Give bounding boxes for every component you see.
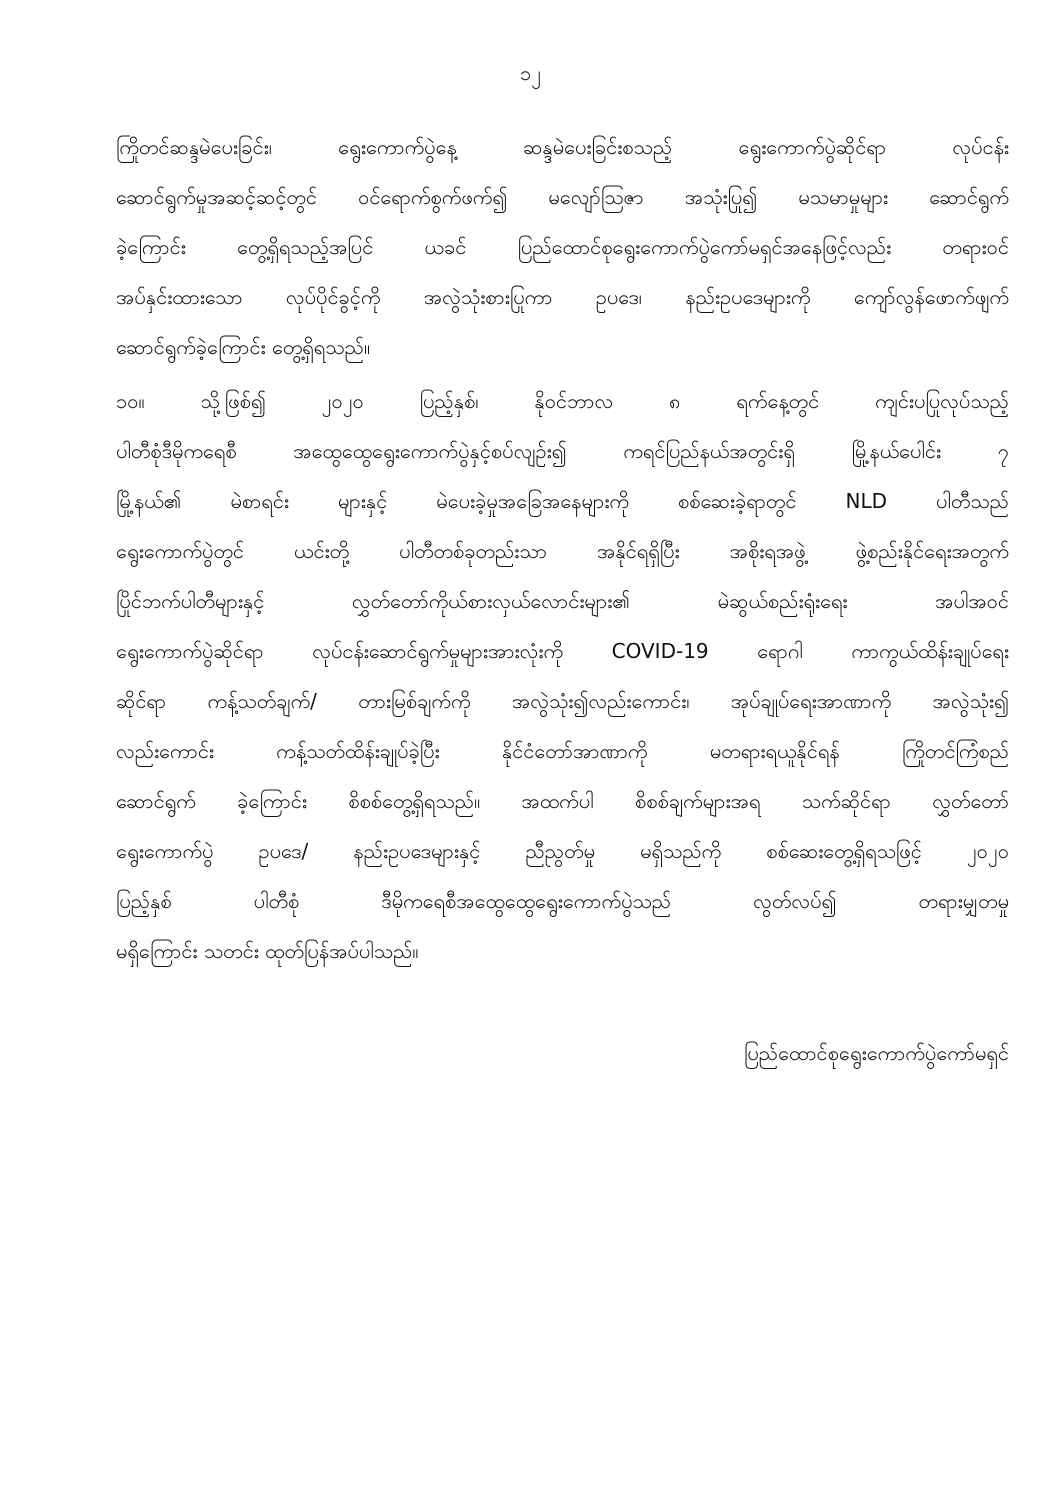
text-line: ရွေးကောက်ပွဲ ဥပဒေ/ နည်းဥပဒေများနှင့် ညီညွတ်မှု မရှိသည်ကို စစ်ဆေးတွေ့ရှိရသဖြင့် ၂၀၂၀ [116,839,1009,863]
text-line: ၁၀။ သို့ဖြစ်၍ ၂၀၂၀ ပြည့်နှစ်၊ နိုဝင်ဘာလ ၈ ရက်နေ့တွင် ကျင်းပပြုလုပ်သည့် [116,389,1009,413]
text-line: မြို့နယ်၏ မဲစာရင်း များနှင့် မဲပေးခဲ့မှုအခြေအနေများကို စစ်ဆေးခဲ့ရာတွင် NLD ပါတီသည် [116,489,1009,513]
text-line: ဆောင်ရွက် ခဲ့ကြောင်း စိစစ်တွေ့ရှိရသည်။ အထက်ပါ စိစစ်ချက်များအရ သက်ဆိုင်ရာ လွှတ်တော် [116,789,1009,813]
text-line: ရွေးကောက်ပွဲတွင် ယင်းတို့ ပါတီတစ်ခုတည်းသာ အနိုင်ရရှိပြီး အစိုးရအဖွဲ့ ဖွဲ့စည်းနိုင်ရေးအတွက် [116,539,1009,563]
text-line: ဆိုင်ရာ ကန့်သတ်ချက်/ တားမြစ်ချက်ကို အလွဲသုံး၍လည်းကောင်း၊ အုပ်ချုပ်ရေးအာဏာကို အလွဲသုံး၍ [116,689,1009,713]
signature-issuer: ပြည်ထောင်စုရွေးကောက်ပွဲကော်မရှင် [744,1041,1009,1065]
paragraph-10 [116,376,1009,976]
page-number: ၁၂ [519,61,542,85]
text-line: ကြိုတင်ဆန္ဒမဲပေးခြင်း၊ ရွေးကောက်ပွဲနေ့ ဆန္ဒမဲပေးခြင်းစသည့် ရွေးကောက်ပွဲဆိုင်ရာ လုပ်ငန်း [116,135,1009,159]
text-line: ဆောင်ရွက်မှုအဆင့်ဆင့်တွင် ဝင်ရောက်စွက်ဖက်၍ မလျော်သြဇာ အသုံးပြု၍ မသမာမှုများ ဆောင်ရွက် [116,185,1009,209]
text-line: ပြည့်နှစ် ပါတီစုံ ဒီမိုကရေစီအထွေထွေရွေးကောက်ပွဲသည် လွတ်လပ်၍ တရားမျှတမှု [116,889,1009,913]
text-line: ရွေးကောက်ပွဲဆိုင်ရာ လုပ်ငန်းဆောင်ရွက်မှုများအားလုံးကို COVID-19 ရောဂါ ကာကွယ်ထိန်းချုပ်ရေး [116,639,1009,663]
text-line: အပ်နှင်းထားသော လုပ်ပိုင်ခွင့်ကို အလွဲသုံးစားပြုကာ ဥပဒေ၊ နည်းဥပဒေများကို ကျော်လွန်ဖောက်ဖျက် [116,285,1009,309]
text-line: လည်းကောင်း ကန့်သတ်ထိန်းချုပ်ခဲ့ပြီး နိုင်ငံတော်အာဏာကို မတရားရယူနိုင်ရန် ကြိုတင်ကြံစည် [116,739,1009,763]
text-line: ပြိုင်ဘက်ပါတီများနှင့် လွှတ်တော်ကိုယ်စားလှယ်လောင်းများ၏ မဲဆွယ်စည်းရုံးရေး အပါအဝင် [116,589,1009,613]
text-line: မရှိကြောင်း သတင်း ထုတ်ပြန်အပ်ပါသည်။ [116,939,419,963]
text-line: ဆောင်ရွက်ခဲ့ကြောင်း တွေ့ရှိရသည်။ [116,335,370,359]
paragraph-continuation [116,122,1009,372]
text-line: ခဲ့ကြောင်း တွေ့ရှိရသည့်အပြင် ယခင် ပြည်ထောင်စုရွေးကောက်ပွဲကော်မရှင်အနေဖြင့်လည်း တရားဝင် [116,235,1009,259]
text-line: ပါတီစုံဒီမိုကရေစီ အထွေထွေရွေးကောက်ပွဲနှင့်စပ်လျဉ်း၍ ကရင်ပြည်နယ်အတွင်းရှိ မြို့နယ်ပေါင်း ၇ [116,439,1009,463]
